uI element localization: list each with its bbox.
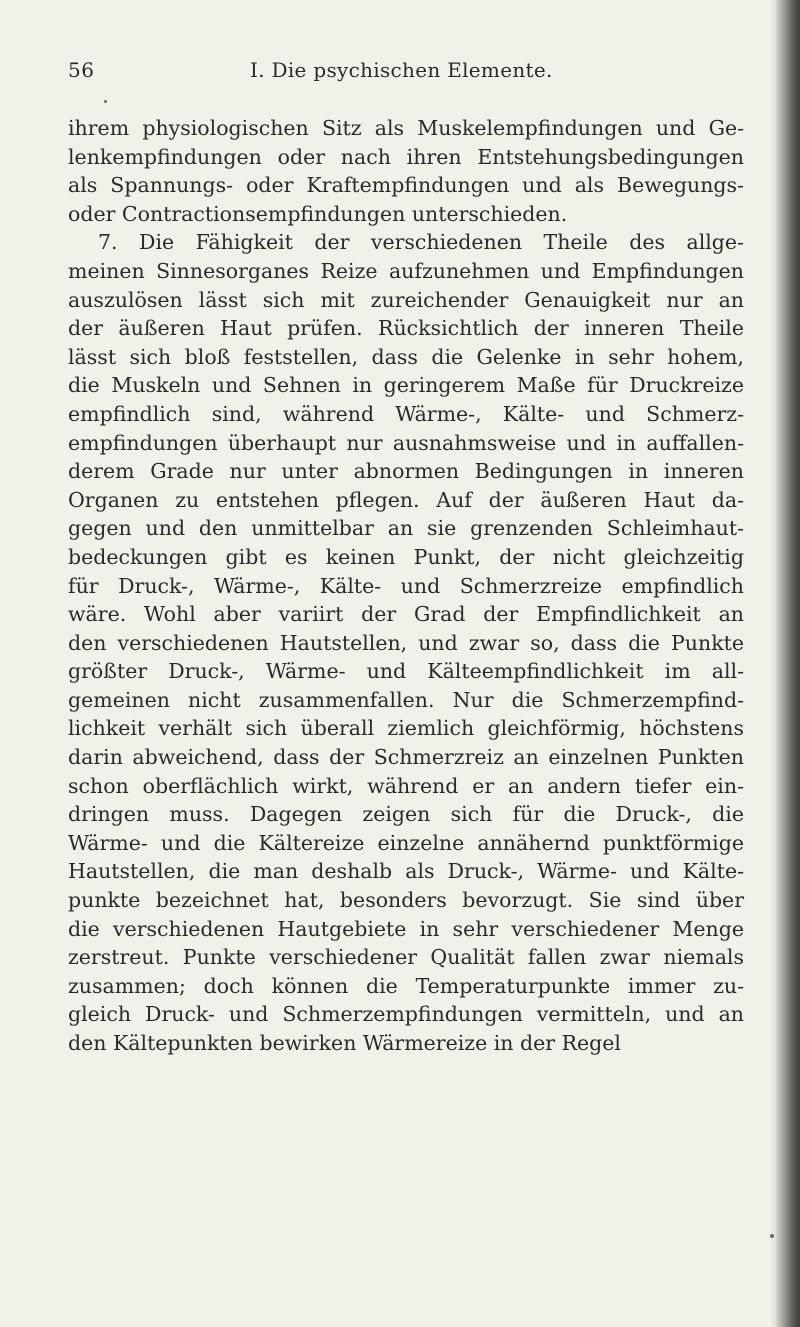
page-edge-shadow xyxy=(776,0,800,1327)
text-line: empfindlich sind, während Wärme-, Kälte- und Schmerz- xyxy=(68,401,744,426)
text-line: gemeinen nicht zusammenfallen. Nur die Schmerzempfind- xyxy=(68,687,744,712)
text-line: gegen und den unmittelbar an sie grenzenden Schleimhaut- xyxy=(68,516,744,541)
text-line: die Muskeln und Sehnen in geringerem Maße für Druckreize xyxy=(68,373,744,398)
text-line: für Druck-, Wärme-, Kälte- und Schmerzreize empfindlich xyxy=(68,573,744,598)
text-line: Wärme- und die Kältereize einzelne annähernd punktförmige xyxy=(68,830,744,855)
page-header xyxy=(68,58,768,94)
text-line: schon oberflächlich wirkt, während er an andern tiefer ein- xyxy=(68,773,744,798)
text-line: punkte bezeichnet hat, besonders bevorzugt. Sie sind über xyxy=(68,888,744,913)
text-line: Hautstellen, die man deshalb als Druck-, Wärme- und Kälte- xyxy=(68,859,744,884)
text-line: die verschiedenen Hautgebiete in sehr verschiedener Menge xyxy=(68,916,744,941)
text-line: oder Contractionsempfindungen unterschieden. xyxy=(68,201,568,226)
text-line: zusammen; doch können die Temperaturpunkte immer zu- xyxy=(68,973,744,998)
text-line: zerstreut. Punkte verschiedener Qualität fallen zwar niemals xyxy=(68,945,744,970)
text-line: den Kältepunkten bewirken Wärmereize in der Regel xyxy=(68,1031,621,1055)
text-line: meinen Sinnesorganes Reize aufzunehmen und Empfindungen xyxy=(68,258,744,283)
text-line: lässt sich bloß feststellen, dass die Gelenke in sehr hohem, xyxy=(68,344,744,369)
text-line: gleich Druck- und Schmerzempfindungen vermitteln, und an xyxy=(68,1002,744,1027)
text-line: lichkeit verhält sich überall ziemlich gleichförmig, höchstens xyxy=(68,716,744,741)
text-line: darin abweichend, dass der Schmerzreiz an einzelnen Punkten xyxy=(68,745,744,770)
text-line: wäre. Wohl aber variirt der Grad der Empfindlichkeit an xyxy=(68,602,744,627)
text-line: derem Grade nur unter abnormen Bedingungen in inneren xyxy=(68,459,744,484)
text-line: 7. Die Fähigkeit der verschiedenen Theile des allge- xyxy=(98,230,744,255)
text-line: bedeckungen gibt es keinen Punkt, der nicht gleichzeitig xyxy=(68,544,744,569)
body-text xyxy=(68,114,744,1058)
text-line: lenkempfindungen oder nach ihren Entstehungsbedingungen xyxy=(68,144,744,169)
text-line: den verschiedenen Hautstellen, und zwar so, dass die Punkte xyxy=(68,630,744,655)
text-line: Organen zu entstehen pflegen. Auf der äußeren Haut da- xyxy=(68,487,744,512)
print-speck xyxy=(770,1234,774,1238)
text-line: der äußeren Haut prüfen. Rücksichtlich der inneren Theile xyxy=(68,316,744,341)
running-head: I. Die psychischen Elemente. xyxy=(250,58,553,82)
page-number: 56 xyxy=(68,58,95,82)
text-line: größter Druck-, Wärme- und Kälteempfindlichkeit im all- xyxy=(68,659,744,684)
text-line: empfindungen überhaupt nur ausnahmsweise und in auffallen- xyxy=(68,430,744,455)
text-line: dringen muss. Dagegen zeigen sich für die Druck-, die xyxy=(68,802,744,827)
print-speck xyxy=(104,100,107,103)
text-line: ihrem physiologischen Sitz als Muskelempfindungen und Ge- xyxy=(68,116,744,140)
text-line: als Spannungs- oder Kraftempfindungen und als Bewegungs- xyxy=(68,173,744,198)
text-line: auszulösen lässt sich mit zureichender Genauigkeit nur an xyxy=(68,287,744,312)
